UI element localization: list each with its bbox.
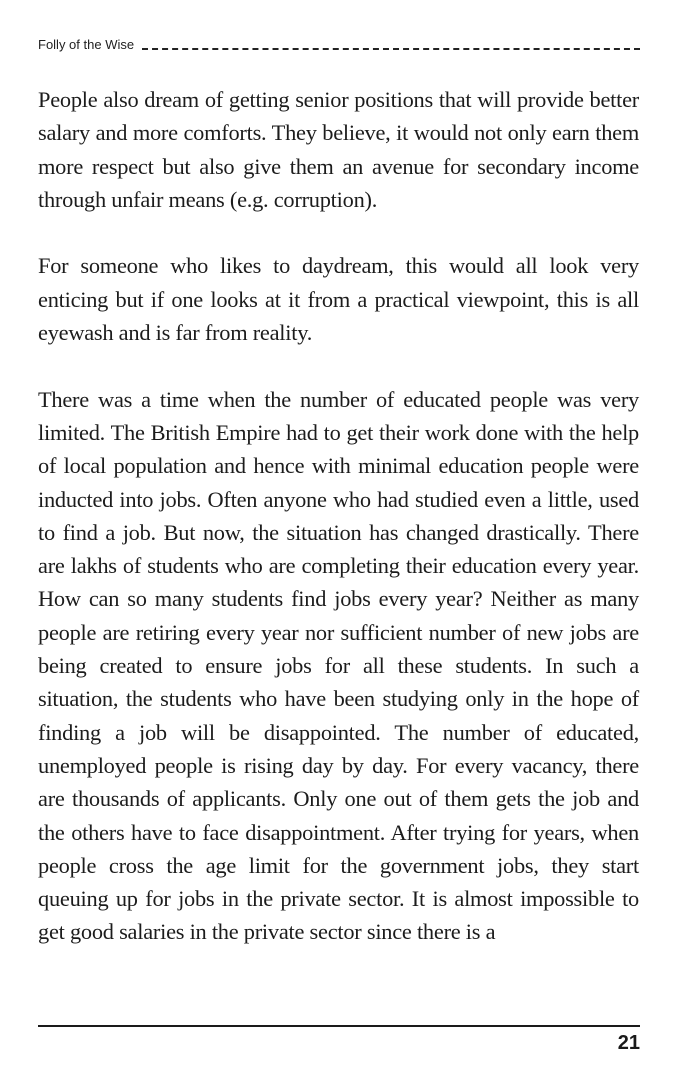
paragraph: People also dream of getting senior positions that will provide better salary and more comforts. They believe, it would not only earn them more respect but also give them an avenue for secondary income through unfair means (e.g. corruption). bbox=[38, 87, 639, 212]
paragraph: There was a time when the number of educated people was very limited. The British Empire had to get their work done with the help of local population and hence with minimal education people were inducted into jobs. Often anyone who had studied even a little, used to find a job. But now, the situation has changed drastically. There are lakhs of students who are completing their education every year. How can so many students find jobs every year? Neither as many people are retiring every year nor sufficient number of new jobs are being created to ensure jobs for all these students. In such a situation, the students who have been studying only in the hope of finding a job will be disappointed. The number of educated, unemployed people is rising day by day. For every vacancy, there are thousands of applicants. Only one out of them gets the job and the others have to face disappointment. After trying for years, when people cross the age limit for the government jobs, they start queuing up for jobs in the private sector. It is almost impossible to get good salaries in the private sector since there is a bbox=[38, 386, 639, 945]
paragraph: For someone who likes to daydream, this would all look very enticing but if one looks at it from a practical viewpoint, this is all eyewash and is far from reality. bbox=[38, 253, 639, 346]
page-number: 21 bbox=[617, 1032, 640, 1054]
running-title: Folly of the Wise bbox=[38, 37, 135, 52]
header-dotted-leader bbox=[142, 48, 640, 50]
footer-rule bbox=[38, 1025, 640, 1027]
running-header bbox=[38, 35, 640, 53]
body-text bbox=[38, 83, 639, 982]
